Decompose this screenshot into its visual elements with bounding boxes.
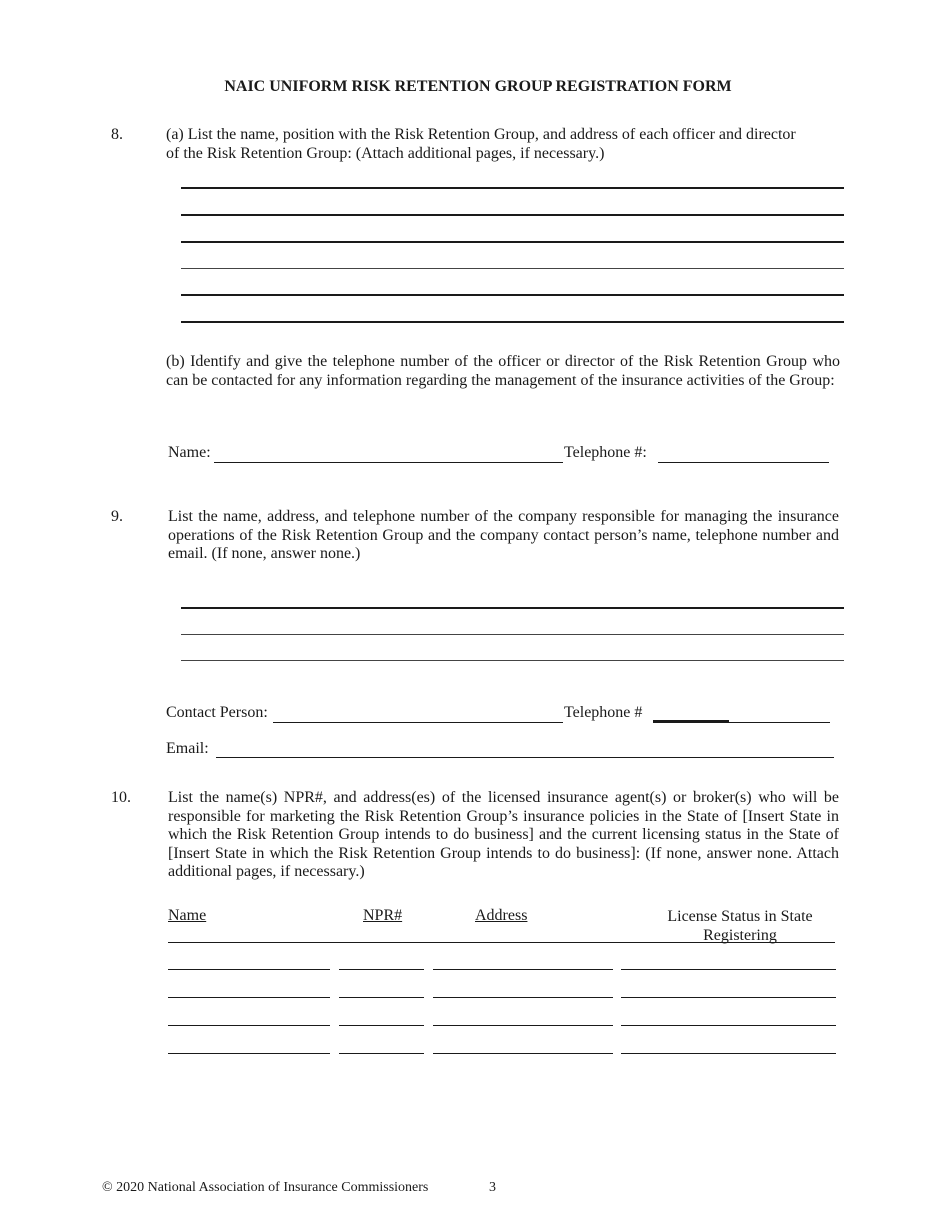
table-header-underline [168, 942, 835, 943]
agent-row-2-npr[interactable] [339, 997, 424, 998]
form-title: NAIC UNIFORM RISK RETENTION GROUP REGISTRATION FORM [224, 78, 732, 95]
email-field[interactable] [216, 757, 834, 758]
agent-row-4-npr[interactable] [339, 1053, 424, 1054]
agent-row-3-npr[interactable] [339, 1025, 424, 1026]
contact-telephone-label: Telephone # [564, 704, 643, 721]
column-header-address: Address [475, 907, 528, 924]
agent-row-3-license-status[interactable] [621, 1025, 836, 1026]
agent-row-1-address[interactable] [433, 969, 613, 970]
answer-line-9-3[interactable] [181, 660, 844, 661]
telephone-label: Telephone #: [564, 444, 647, 461]
agent-row-4-name[interactable] [168, 1053, 330, 1054]
contact-person-label: Contact Person: [166, 704, 268, 721]
answer-line-8a-4[interactable] [181, 268, 844, 269]
agent-row-1-name[interactable] [168, 969, 330, 970]
agent-row-4-license-status[interactable] [621, 1053, 836, 1054]
agent-row-2-address[interactable] [433, 997, 613, 998]
question-8b-text: (b) Identify and give the telephone number of the officer or director of the Risk Retention Group who can be contacted for any information regarding the management of the insurance activities of the Group: [166, 353, 840, 389]
question-10-text: List the name(s) NPR#, and address(es) of the licensed insurance agent(s) or broker(s) who will be responsible for marketing the Risk Retention Group’s insurance policies in the State of [Insert State in which the Risk Retention Group intends to do business] and the current licensing status in the State of [Insert State in which the Risk Retention Group intends to do business]: (If none, answer none. Attach additional pages, if necessary.) [168, 789, 839, 880]
agent-row-3-address[interactable] [433, 1025, 613, 1026]
name-field[interactable] [214, 462, 563, 463]
answer-line-8a-6[interactable] [181, 321, 844, 323]
agent-row-1-npr[interactable] [339, 969, 424, 970]
answer-line-8a-5[interactable] [181, 294, 844, 296]
question-9-text: List the name, address, and telephone number of the company responsible for managing the insurance operations of the Risk Retention Group and the company contact person’s name, telephone number and email. (If none, answer none.) [168, 508, 839, 562]
answer-line-8a-1[interactable] [181, 187, 844, 189]
email-label: Email: [166, 740, 209, 757]
question-9-number: 9. [111, 508, 123, 525]
name-label: Name: [168, 444, 211, 461]
agent-row-4-address[interactable] [433, 1053, 613, 1054]
contact-person-field[interactable] [273, 722, 563, 723]
answer-line-9-1[interactable] [181, 607, 844, 609]
column-header-name: Name [168, 907, 207, 924]
contact-telephone-field[interactable] [653, 722, 830, 723]
agent-row-2-name[interactable] [168, 997, 330, 998]
question-8-number: 8. [111, 126, 123, 143]
answer-line-8a-2[interactable] [181, 214, 844, 216]
answer-line-9-2[interactable] [181, 634, 844, 635]
contact-telephone-field-emphasis [653, 720, 729, 722]
question-8a-text: (a) List the name, position with the Risk Retention Group, and address of each officer and director of the Risk Retention Group: (Attach additional pages, if necessary.) [166, 126, 796, 162]
column-header-license-status: License Status in State Registering [667, 908, 813, 944]
agent-row-2-license-status[interactable] [621, 997, 836, 998]
answer-line-8a-3[interactable] [181, 241, 844, 243]
question-10-number: 10. [111, 789, 131, 806]
page-number: 3 [489, 1180, 496, 1195]
agent-row-3-name[interactable] [168, 1025, 330, 1026]
column-header-npr: NPR# [363, 907, 403, 924]
footer-copyright: © 2020 National Association of Insurance Commissioners [102, 1180, 429, 1195]
agent-row-1-license-status[interactable] [621, 969, 836, 970]
telephone-field[interactable] [658, 462, 829, 463]
